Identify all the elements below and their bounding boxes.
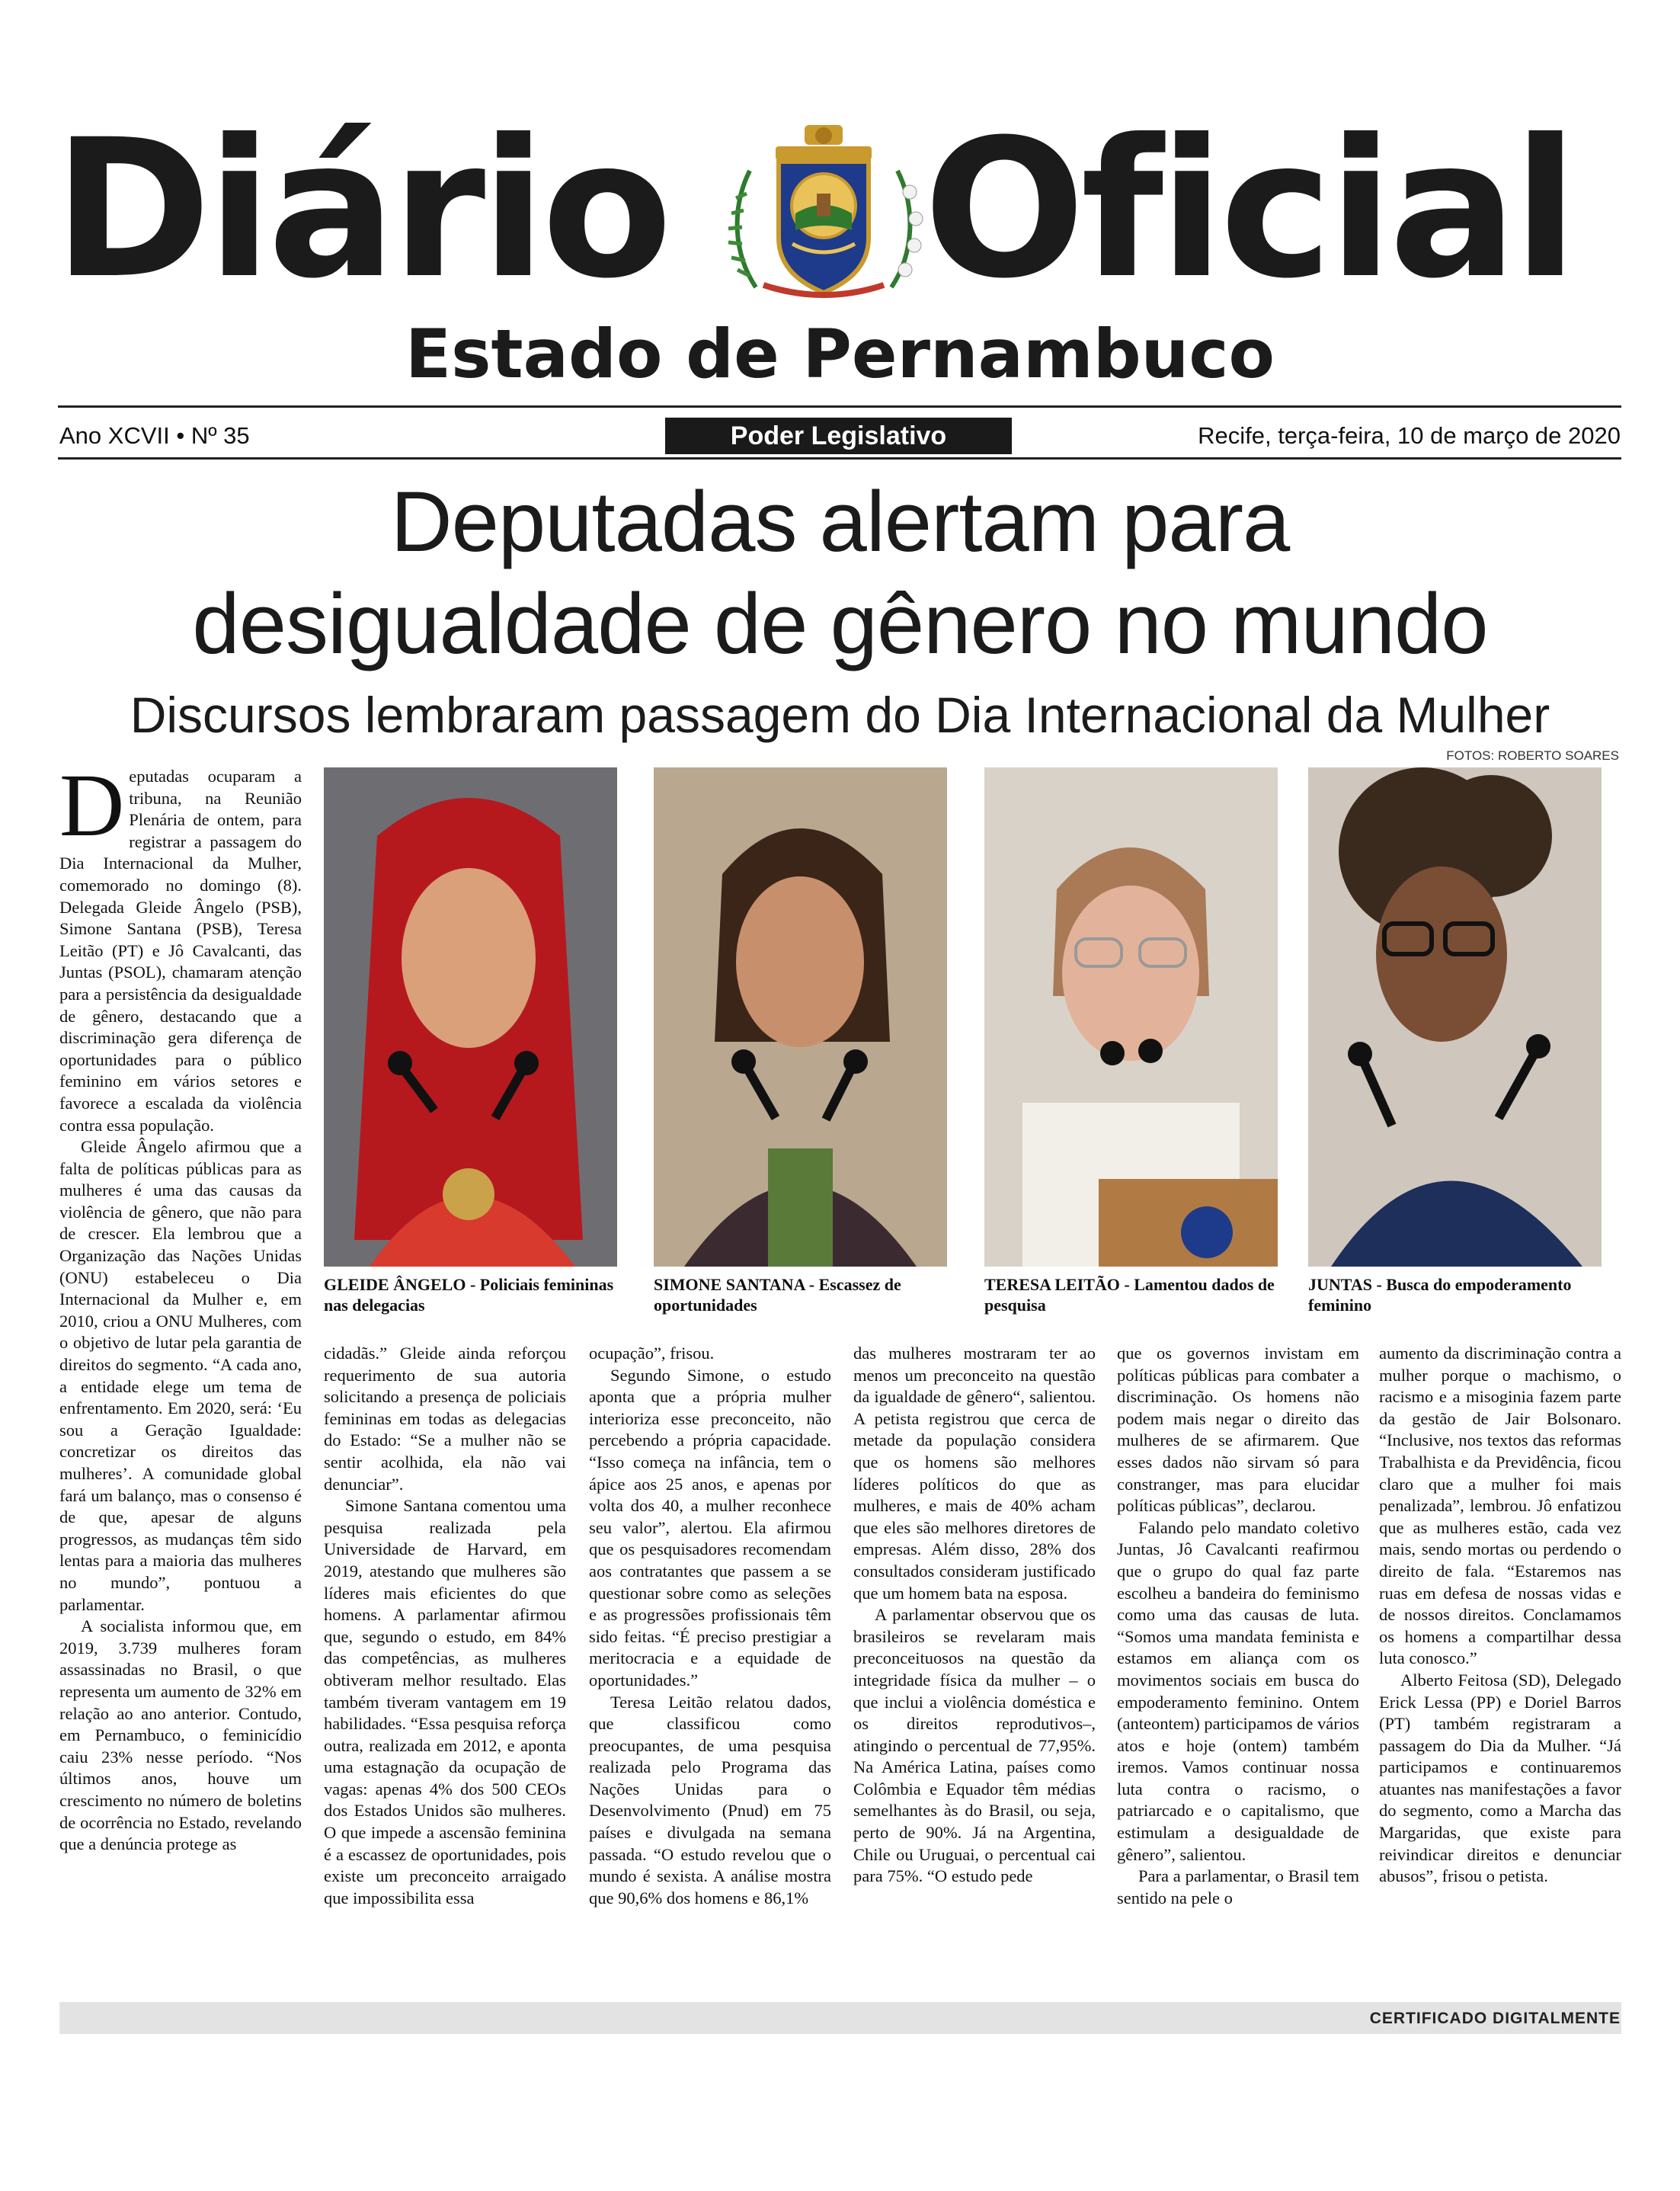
- paragraph: que os governos invistam em políticas públicas para combater a discriminação. Os homens não podem mais negar o direito das mulheres de se afirmarem. Que esses dados não sirvam só para constranger, mas para elucidar políticas públicas”, declarou.: [1117, 1344, 1359, 1516]
- caption-teresa-leitao: [984, 1274, 1289, 1315]
- top-rule: [58, 405, 1621, 408]
- caption-text: - Busca do empoderamento feminino: [1308, 1275, 1572, 1315]
- photo-credit: FOTOS: ROBERTO SOARES: [1446, 748, 1619, 763]
- paragraph: [59, 755, 302, 1136]
- caption-text: - Escassez de oportunidades: [654, 1275, 901, 1315]
- paragraph: Teresa Leitão relatou dados, que classificou como preocupantes, de uma pesquisa realizada pelo Programa das Nações Unidas para o Desenvolvimento (Pnud) em 75 países e divulgada na semana passada. “O estudo revelou que o mundo é sexista. A análise mostra que 90,6% dos homens e 86,1%: [589, 1692, 831, 1908]
- paragraph: Alberto Feitosa (SD), Delegado Erick Lessa (PP) e Doriel Barros (PT) também registraram a passagem do Dia da Mulher. “Já participamos e continuaremos atuantes nas manifestações a favor do segmento, como a Marcha das Margaridas, que existe para reivindicar direitos e denunciar abusos”, frisou o petista.: [1379, 1670, 1621, 1886]
- paragraph: Falando pelo mandato coletivo Juntas, Jô Cavalcanti reafirmou que o grupo do qual faz parte escolheu a bandeira do feminismo como uma das causas de luta. “Somos uma mandata feminista e estamos em aliança com os movimentos sociais em busca do empoderamento feminino. Ontem (anteontem) participamos de vários atos e hoje (ontem) também iremos. Vamos continuar nossa luta contra o racismo, o patriarcado e o capitalismo, que estimulam a desigualdade de gênero”, salientou.: [1117, 1517, 1360, 1864]
- drop-cap: D: [59, 755, 125, 855]
- article-column-2: [324, 1343, 566, 1909]
- caption-name: GLEIDE ÂNGELO: [324, 1275, 466, 1294]
- dateline: Recife, terça-feira, 10 de março de 2020: [1198, 422, 1621, 449]
- paragraph: aumento da discriminação contra a mulher porque o machismo, o racismo e a misoginia fazem parte da gestão de Jair Bolsonaro. “Inclusive, nos textos das reformas Trabalhista e da Previdência, ficou claro que a mulher foi mais penalizada”, lembrou. Jô enfatizou que as mulheres estão, cada vez mais, sendo mortas ou perdendo o direito de fala. “Estaremos nas ruas em defesa de nossas vidas e de nossos direitos. Conclamamos os homens a compartilhar dessa luta conosco.”: [1379, 1344, 1621, 1668]
- masthead-title-left: Diário: [53, 98, 668, 320]
- paragraph: Simone Santana comentou uma pesquisa realizada pela Universidade de Harvard, em 2019, atestando que mulheres são líderes mais eficientes do que homens. A parlamentar afirmou que, segundo o estudo, em 84% das competências, as mulheres obtiveram melhor resultado. Elas também tiveram vantagem em 19 habilidades. “Essa pesquisa reforça outra, realizada em 2012, e aponta uma estagnação da ocupação de vagas: apenas 4% dos 500 CEOs dos Estados Unidos são mulheres. O que impede a ascensão feminina é a escassez de oportunidades, pois existe um preconceito arraigado que impossibilita essa: [324, 1496, 566, 1908]
- masthead-title-right: Oficial: [923, 98, 1574, 320]
- masthead-subtitle: Estado de Pernambuco: [405, 315, 1275, 393]
- paragraph: das mulheres mostraram ter ao menos um preconceito na questão da igualdade de gênero“, salientou. A petista registrou que cerca de metade da população considera que os homens são melhores líderes políticos do que as mulheres, e mais de 40% acham que eles são melhores diretores de empresas. Além disso, 28% dos consultados consideram justificado que um homem bata na esposa.: [853, 1344, 1096, 1603]
- digital-certification-label: CERTIFICADO DIGITALMENTE: [1369, 2010, 1621, 2027]
- photo-gleide-angelo: [324, 767, 617, 1267]
- article-column-4: [853, 1343, 1096, 1888]
- headline-line-2: desigualdade de gênero no mundo: [192, 576, 1488, 671]
- edition-number: Ano XCVII • Nº 35: [59, 422, 250, 449]
- paragraph: cidadãs.” Gleide ainda reforçou requerimento de sua autoria solicitando a presença de policiais femininas em todas as delegacias do Estado: “Se a mulher não se sentir acolhida, ela não vai denunciar”.: [324, 1344, 566, 1494]
- article-column-3: [589, 1343, 831, 1909]
- caption-gleide-angelo: [324, 1274, 629, 1315]
- headline-line-1: Deputadas alertam para: [390, 474, 1290, 569]
- caption-name: SIMONE SANTANA: [654, 1275, 805, 1294]
- caption-text: - Lamentou dados de pesquisa: [984, 1275, 1275, 1315]
- photo-simone-santana: [654, 767, 947, 1267]
- caption-simone-santana: [654, 1274, 958, 1315]
- caption-name: JUNTAS: [1308, 1275, 1372, 1294]
- section-label: Poder Legislativo: [665, 418, 1012, 454]
- paragraph: Para a parlamentar, o Brasil tem sentido na pele o: [1117, 1866, 1359, 1908]
- article-column-5: [1117, 1343, 1359, 1909]
- caption-name: TERESA LEITÃO: [984, 1275, 1120, 1294]
- section-rule: [58, 457, 1621, 460]
- coat-of-arms-emblem: [710, 123, 937, 303]
- article-column-6: [1379, 1343, 1621, 1888]
- headline: [0, 471, 1680, 675]
- subheadline: Discursos lembraram passagem do Dia Internacional da Mulher: [130, 687, 1550, 743]
- paragraph: Segundo Simone, o estudo aponta que a própria mulher interioriza esse preconceito, não percebendo a própria capacidade. “Isso começa na infância, tem o ápice aos 25 anos, e apenas por volta dos 40, a mulher reconhece seu valor”, alertou. Ela afirmou que os pesquisadores recomendam aos contratantes que passem a se questionar sobre como as seleções e as progressões profissionais têm sido feitas. “É preciso prestigiar a meritocracia e a equidade de oportunidades.”: [589, 1365, 831, 1690]
- paragraph: ocupação”, frisou.: [589, 1344, 715, 1363]
- caption-text: - Policiais femininas nas delegacias: [324, 1275, 614, 1315]
- paragraph: Gleide Ângelo afirmou que a falta de políticas públicas para as mulheres é uma das causas da violência de gênero, que não para de crescer. Ela lembrou que a Organização das Nações Unidas (ONU) estabeleceu o Dia Internacional da Mulher e, em 2010, criou a ONU Mulheres, com o objetivo de lutar pela garantia de direitos do segmento. “A cada ano, a entidade elege um tema de enfrentamento. Em 2020, será: ‘Eu sou a Geração Igualdade: concretizar os direitos das mulheres’. A comunidade global fará um balanço, mas o consenso é de que, apesar de alguns progressos, as mudanças têm sido lentas para a maioria das mulheres no mundo”, pontuou a parlamentar.: [59, 1137, 302, 1614]
- paragraph: A parlamentar observou que os brasileiros se revelaram mais preconceituosos na questão da integridade física da mulher – o que inclui a violência doméstica e os direitos reprodutivos–, atingindo o percentual de 77,95%. Na América Latina, países como Colômbia e Equador têm médias semelhantes às do Brasil, ou seja, perto de 90%. Já na Argentina, Chile ou Uruguai, o percentual cai para 75%. “O estudo pede: [853, 1605, 1096, 1886]
- photo-teresa-leitao: [984, 767, 1278, 1267]
- paragraph-text: eputadas ocuparam a tribuna, na Reunião Plenária de ontem, para registrar a passagem do Dia Internacional da Mulher, comemorado no domingo (8). Delegada Gleide Ângelo (PSB), Simone Santana (PSB), Teresa Leitão (PT) e Jô Cavalcanti, das Juntas (PSOL), chamaram atenção para a persistência da desigualdade de gênero, destacando que a discriminação gera diferença de oportunidades para o público feminino em vários setores e favorece a escalada da violência contra essa população.: [59, 767, 302, 1135]
- caption-juntas: [1308, 1274, 1613, 1315]
- article-column-1: [59, 755, 302, 1856]
- paragraph: A socialista informou que, em 2019, 3.739 mulheres foram assassinadas no Brasil, o que representa um aumento de 32% em relação ao ano anterior. Contudo, em Pernambuco, o feminicídio caiu 23% nesse período. “Nos últimos anos, houve um crescimento no número de boletins de ocorrência no Estado, revelando que a denúncia protege as: [59, 1616, 302, 1854]
- photo-juntas: [1308, 767, 1602, 1267]
